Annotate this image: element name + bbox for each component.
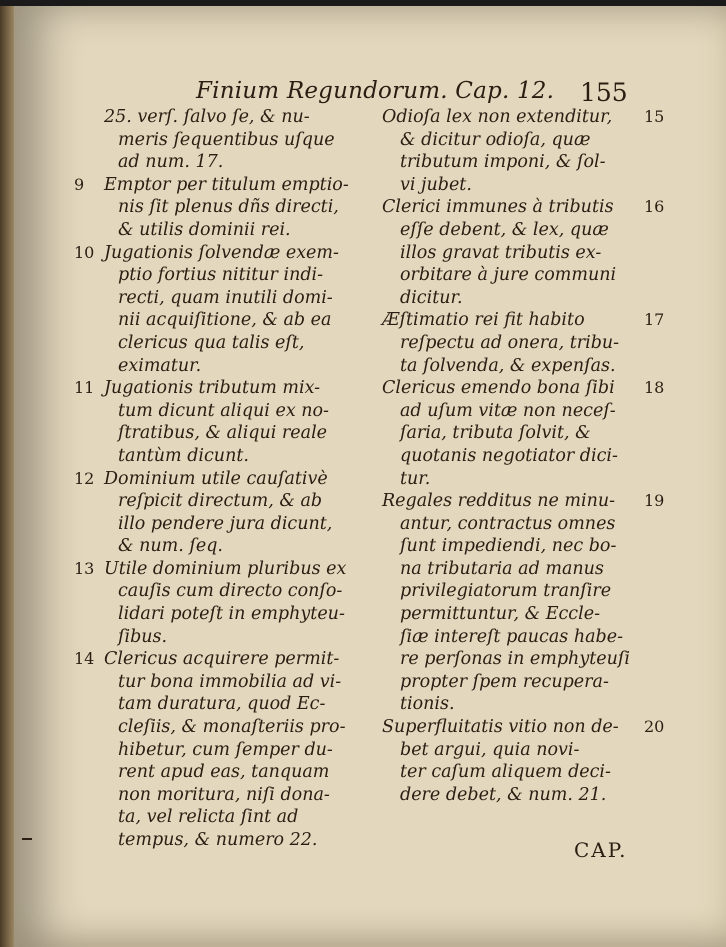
line-text: hibetur, cum ſemper du- (118, 739, 333, 760)
text-line (74, 129, 374, 152)
text-line (354, 784, 694, 807)
text-line (354, 355, 694, 378)
text-line (74, 490, 374, 513)
right-column (354, 106, 694, 806)
text-line (74, 693, 374, 716)
entry-number: 14 (74, 649, 95, 669)
line-text: ad num. 17. (118, 152, 224, 173)
text-line (74, 648, 374, 671)
line-text: privilegiatorum tranſire (400, 581, 612, 602)
text-line (354, 693, 694, 716)
text-line (354, 558, 694, 581)
line-text: ſiæ intereſt paucas habe- (400, 626, 623, 647)
line-text: bet argui, quia novi- (400, 739, 580, 760)
text-line (74, 558, 374, 581)
line-text: Regales redditus ne minu- (382, 491, 616, 512)
book-page (14, 6, 726, 947)
text-line (74, 196, 374, 219)
text-line (354, 490, 694, 513)
line-text: tempus, & numero 22. (118, 830, 318, 850)
text-line (354, 716, 694, 739)
line-text: tionis. (400, 694, 455, 715)
line-text: Clericus emendo bona ſibi (382, 378, 615, 399)
line-text: & num. ſeq. (118, 536, 223, 557)
line-text: antur, contractus omnes (400, 513, 616, 534)
line-text: re perſonas in emphyteuſi (400, 649, 630, 670)
text-line (354, 219, 694, 242)
line-text: lidari poteſt in emphyteu- (118, 604, 345, 625)
text-line (74, 264, 374, 287)
line-text: ta, vel relicta ſint ad (118, 807, 299, 828)
line-text: ſibus. (118, 626, 168, 647)
entry-number: 13 (74, 558, 95, 578)
entry-number: 20 (644, 717, 665, 737)
entry-number: 10 (74, 242, 95, 262)
text-line (354, 242, 694, 265)
entry-number: 15 (644, 107, 665, 126)
entry-number: 12 (74, 468, 95, 488)
text-line (74, 106, 374, 129)
text-line (74, 377, 374, 400)
text-line (354, 377, 694, 400)
left-column (74, 106, 374, 852)
line-text: vi jubet. (400, 174, 472, 195)
text-line (354, 309, 694, 332)
line-text: tum dicunt aliqui ex no- (118, 400, 329, 421)
catchword: CAP. (574, 838, 628, 862)
text-line (74, 784, 374, 807)
line-text: orbitare à jure communi (400, 265, 617, 286)
line-text: na tributaria ad manus (400, 558, 604, 579)
text-line (74, 445, 374, 468)
running-title: Finium Regundorum. Cap. 12. (196, 78, 555, 104)
text-line (74, 287, 374, 310)
text-line (354, 332, 694, 355)
line-text: illos gravat tributis ex- (400, 242, 602, 263)
line-text: meris ſequentibus uſque (118, 129, 335, 150)
text-line (354, 196, 694, 219)
line-text: tur. (400, 468, 431, 489)
line-text: eſſe debent, & lex, quæ (400, 219, 609, 240)
text-line (74, 535, 374, 558)
line-text: dere debet, & num. 21. (400, 784, 607, 805)
line-text: ſaria, tributa ſolvit, & (400, 423, 591, 444)
line-text: nii acquiſitione, & ab ea (118, 310, 332, 331)
text-line (74, 806, 374, 829)
line-text: ter caſum aliquem deci- (400, 762, 611, 783)
line-text: clericus qua talis eſt, (118, 332, 305, 353)
line-text: non moritura, niſi dona- (118, 784, 330, 805)
text-line (354, 671, 694, 694)
line-text: ſtratibus, & aliqui reale (118, 423, 328, 444)
entry-number: 18 (644, 378, 665, 398)
text-line (354, 422, 694, 445)
line-text: Clericus acquirere permit- (104, 649, 340, 670)
line-text: rent apud eas, tanquam (118, 762, 330, 783)
text-line (354, 603, 694, 626)
line-text: ad uſum vitæ non neceſ- (400, 400, 616, 421)
text-line (74, 513, 374, 536)
text-line (74, 603, 374, 626)
text-line (354, 761, 694, 784)
line-text: ſunt impediendi, nec bo- (400, 536, 617, 557)
entry-number: 9 (74, 174, 85, 194)
text-line (354, 513, 694, 536)
line-text: ta ſolvenda, & expenſas. (400, 355, 616, 376)
entry-number: 16 (644, 197, 665, 217)
line-text: Emptor per titulum emptio- (104, 174, 349, 195)
text-line (354, 106, 694, 129)
text-line (354, 174, 694, 197)
text-line (74, 174, 374, 197)
line-text: Æſtimatio rei fit habito (382, 310, 585, 331)
line-text: tam duratura, quod Ec- (118, 694, 326, 715)
text-line (354, 400, 694, 423)
line-text: eximatur. (118, 355, 202, 376)
entry-number: 11 (74, 378, 95, 398)
line-text: Jugationis tributum mix- (104, 378, 321, 399)
line-text: Jugationis ſolvendæ exem- (104, 242, 339, 263)
line-text: & dicitur odioſa, quæ (400, 129, 591, 150)
line-text: propter ſpem recupera- (400, 671, 609, 692)
line-text: reſpicit directum, & ab (118, 491, 323, 512)
line-text: Superfluitatis vitio non de- (382, 717, 619, 738)
text-line (354, 151, 694, 174)
line-text: tributum imponi, & ſol- (400, 152, 606, 173)
line-text: reſpectu ad onera, tribu- (400, 332, 620, 353)
text-line (354, 445, 694, 468)
line-text: tur bona immobilia ad vi- (118, 671, 342, 692)
text-line (354, 739, 694, 762)
margin-mark (22, 838, 32, 840)
text-line (354, 535, 694, 558)
line-text: cleſiis, & monaſteriis pro- (118, 717, 346, 738)
line-text: quotanis negotiator dici- (400, 445, 618, 466)
entry-number: 17 (644, 310, 665, 330)
line-text: permittuntur, & Eccle- (400, 604, 600, 625)
text-line (74, 355, 374, 378)
page-number: 155 (580, 78, 628, 107)
text-line (74, 309, 374, 332)
text-line (74, 332, 374, 355)
text-line (74, 400, 374, 423)
line-text: Dominium utile cauſativè (104, 468, 328, 489)
text-line (74, 242, 374, 265)
text-line (354, 287, 694, 310)
line-text: tantùm dicunt. (118, 445, 249, 466)
text-line (74, 671, 374, 694)
line-text: nis ſit plenus dñs directi, (118, 197, 339, 218)
text-line (74, 151, 374, 174)
text-line (74, 829, 374, 852)
line-text: illo pendere jura dicunt, (118, 513, 333, 534)
text-line (74, 761, 374, 784)
line-text: ptio fortius nititur indi- (118, 265, 324, 286)
line-text: recti, quam inutili domi- (118, 287, 333, 308)
line-text: dicitur. (400, 287, 463, 308)
line-text: 25. verſ. ſalvo ſe, & nu- (104, 107, 310, 127)
text-line (74, 626, 374, 649)
line-text: Odioſa lex non extenditur, (382, 107, 613, 127)
text-line (74, 739, 374, 762)
text-line (74, 468, 374, 491)
text-line (354, 468, 694, 491)
text-line (354, 648, 694, 671)
text-line (74, 716, 374, 739)
line-text: Utile dominium pluribus ex (104, 558, 347, 579)
entry-number: 19 (644, 491, 665, 511)
text-line (354, 626, 694, 649)
text-line (354, 580, 694, 603)
text-line (74, 219, 374, 242)
text-line (74, 580, 374, 603)
line-text: & utilis dominii rei. (118, 219, 291, 240)
text-line (354, 129, 694, 152)
text-line (354, 264, 694, 287)
line-text: Clerici immunes à tributis (382, 197, 614, 218)
line-text: cauſis cum directo conſo- (118, 581, 343, 602)
text-line (74, 422, 374, 445)
